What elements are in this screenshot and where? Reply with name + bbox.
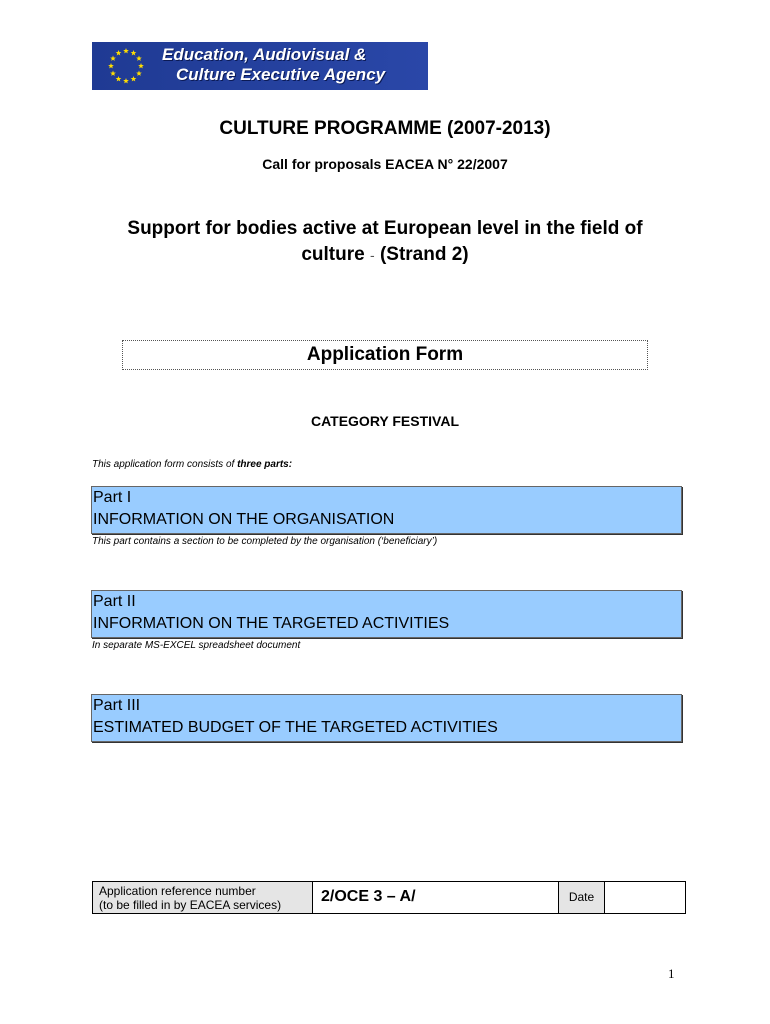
eu-star-icon: [116, 76, 122, 81]
reference-label-cell: [93, 882, 313, 913]
reference-table: [92, 881, 686, 914]
date-label: Date: [559, 882, 605, 913]
intro-text-bold: three parts:: [237, 459, 293, 470]
eu-star-icon: [108, 63, 114, 68]
logo-line-2: Culture Executive Agency: [176, 65, 386, 84]
eu-star-icon: [138, 63, 144, 68]
support-strand: (Strand 2): [379, 244, 469, 265]
intro-text-plain: This application form consists of: [92, 459, 238, 470]
support-line-1: Support for bodies active at European level in the field of: [127, 218, 643, 239]
support-line-2: [0, 242, 770, 268]
part-1-note: This part contains a section to be completed by the organisation (‘beneficiary’): [92, 536, 438, 547]
part-3-label: Part III: [93, 697, 141, 714]
logo-line-1: Education, Audiovisual &: [162, 45, 367, 64]
reference-label-line-1: Application reference number: [99, 884, 256, 898]
part-2-box: [91, 590, 682, 638]
part-3-heading: ESTIMATED BUDGET OF THE TARGETED ACTIVITIES: [93, 719, 498, 736]
category-heading: CATEGORY FESTIVAL: [310, 413, 460, 429]
date-value: [605, 882, 685, 913]
eu-star-icon: [131, 76, 137, 81]
reference-label-line-2: (to be filled in by EACEA services): [99, 898, 282, 912]
document-title: CULTURE PROGRAMME (2007-2013): [219, 118, 551, 139]
part-3-box: [91, 694, 682, 742]
part-2-label: Part II: [93, 593, 136, 610]
part-2-note: In separate MS-EXCEL spreadsheet document: [92, 640, 301, 651]
eu-star-icon: [116, 50, 122, 55]
application-form-heading: Application Form: [122, 340, 648, 370]
part-2-heading: INFORMATION ON THE TARGETED ACTIVITIES: [93, 615, 450, 632]
logo-text: [162, 45, 424, 85]
reference-code: 2/OCE 3 – A/: [313, 882, 559, 913]
eu-star-icon: [136, 56, 142, 61]
eacea-logo: [92, 42, 428, 90]
eu-stars-icon: [98, 45, 158, 87]
support-heading: [0, 216, 770, 268]
eu-star-icon: [110, 56, 116, 61]
call-for-proposals: Call for proposals EACEA N° 22/2007: [262, 156, 508, 172]
support-culture: culture: [301, 244, 365, 265]
part-1-label: Part I: [93, 489, 132, 506]
intro-text: [92, 459, 292, 470]
eu-star-icon: [123, 48, 129, 53]
part-1-box: [91, 486, 682, 534]
eu-star-icon: [131, 50, 137, 55]
eu-star-icon: [110, 71, 116, 76]
eu-star-icon: [136, 71, 142, 76]
page-number: 1: [668, 966, 675, 981]
part-1-heading: INFORMATION ON THE ORGANISATION: [93, 511, 395, 528]
support-dash: -: [370, 247, 375, 263]
eu-star-icon: [123, 78, 129, 83]
